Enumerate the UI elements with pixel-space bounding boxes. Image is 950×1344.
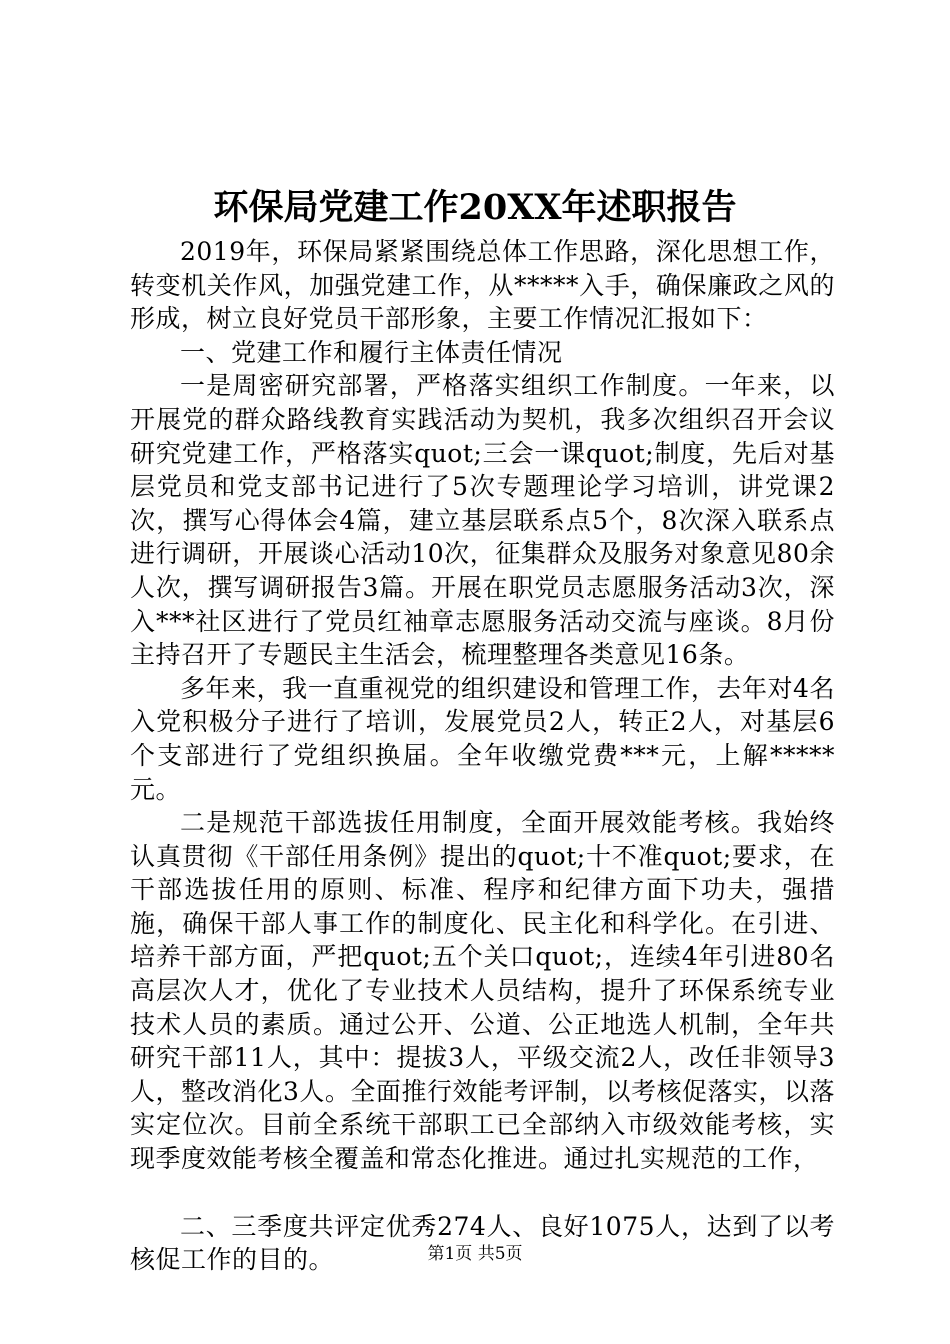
section-heading: 一、党建工作和履行主体责任情况 [180, 337, 563, 367]
body-paragraph: 一是周密研究部署，严格落实组织工作制度。一年来，以开展党的群众路线教育实践活动为契机，我多次组织召开会议研究党建工作，严格落实quot;三会一课quot;制度，先后对基层党员和党支部书记进行了5次专题理论学习培训，讲党课2次，撰写心得体会4篇，建立基层联系点5个，8次深入联系点进行调研，开展谈心活动10次，征集群众及服务对象意见80余人次，撰写调研报告3篇。开展在职党员志愿服务活动3次，深入***社区进行了党员红袖章志愿服务活动交流与座谈。8月份主持召开了专题民主生活会，梳理整理各类意见16条。 [130, 371, 835, 670]
body-paragraph: 多年来，我一直重视党的组织建设和管理工作，去年对4名入党积极分子进行了培训，发展党员2人，转正2人，对基层6个支部进行了党组织换届。全年收缴党费***元，上解*****元。 [130, 673, 835, 804]
document-body [130, 235, 835, 1277]
body-paragraph: 二、三季度共评定优秀274人、良好1075人，达到了以考核促工作的目的。 [130, 1211, 835, 1275]
page-footer: 第1页 共5页 [427, 1244, 523, 1264]
paragraph-gap [130, 1176, 835, 1210]
body-paragraph: 二是规范干部选拔任用制度，全面开展效能考核。我始终认真贯彻《干部任用条例》提出的quot;十不准quot;要求，在干部选拔任用的原则、标准、程序和纪律方面下功夫，强措施，确保干部人事工作的制度化、民主化和科学化。在引进、培养干部方面，严把quot;五个关口quot;，连续4年引进80名高层次人才，优化了专业技术人员结构，提升了环保系统专业技术人员的素质。通过公开、公道、公正地选人机制，全年共研究干部11人，其中：提拔3人，平级交流2人，改任非领导3人，整改消化3人。全面推行效能考评制，以考核促落实，以落实定位次。目前全系统干部职工已全部纳入市级效能考核，实现季度效能考核全覆盖和常态化推进。通过扎实规范的工作， [130, 808, 835, 1174]
document-title: 环保局党建工作20XX年述职报告 [213, 187, 737, 228]
intro-paragraph: 2019年，环保局紧紧围绕总体工作思路，深化思想工作，转变机关作风，加强党建工作，从*****入手，确保廉政之风的形成，树立良好党员干部形象，主要工作情况汇报如下： [130, 237, 835, 334]
